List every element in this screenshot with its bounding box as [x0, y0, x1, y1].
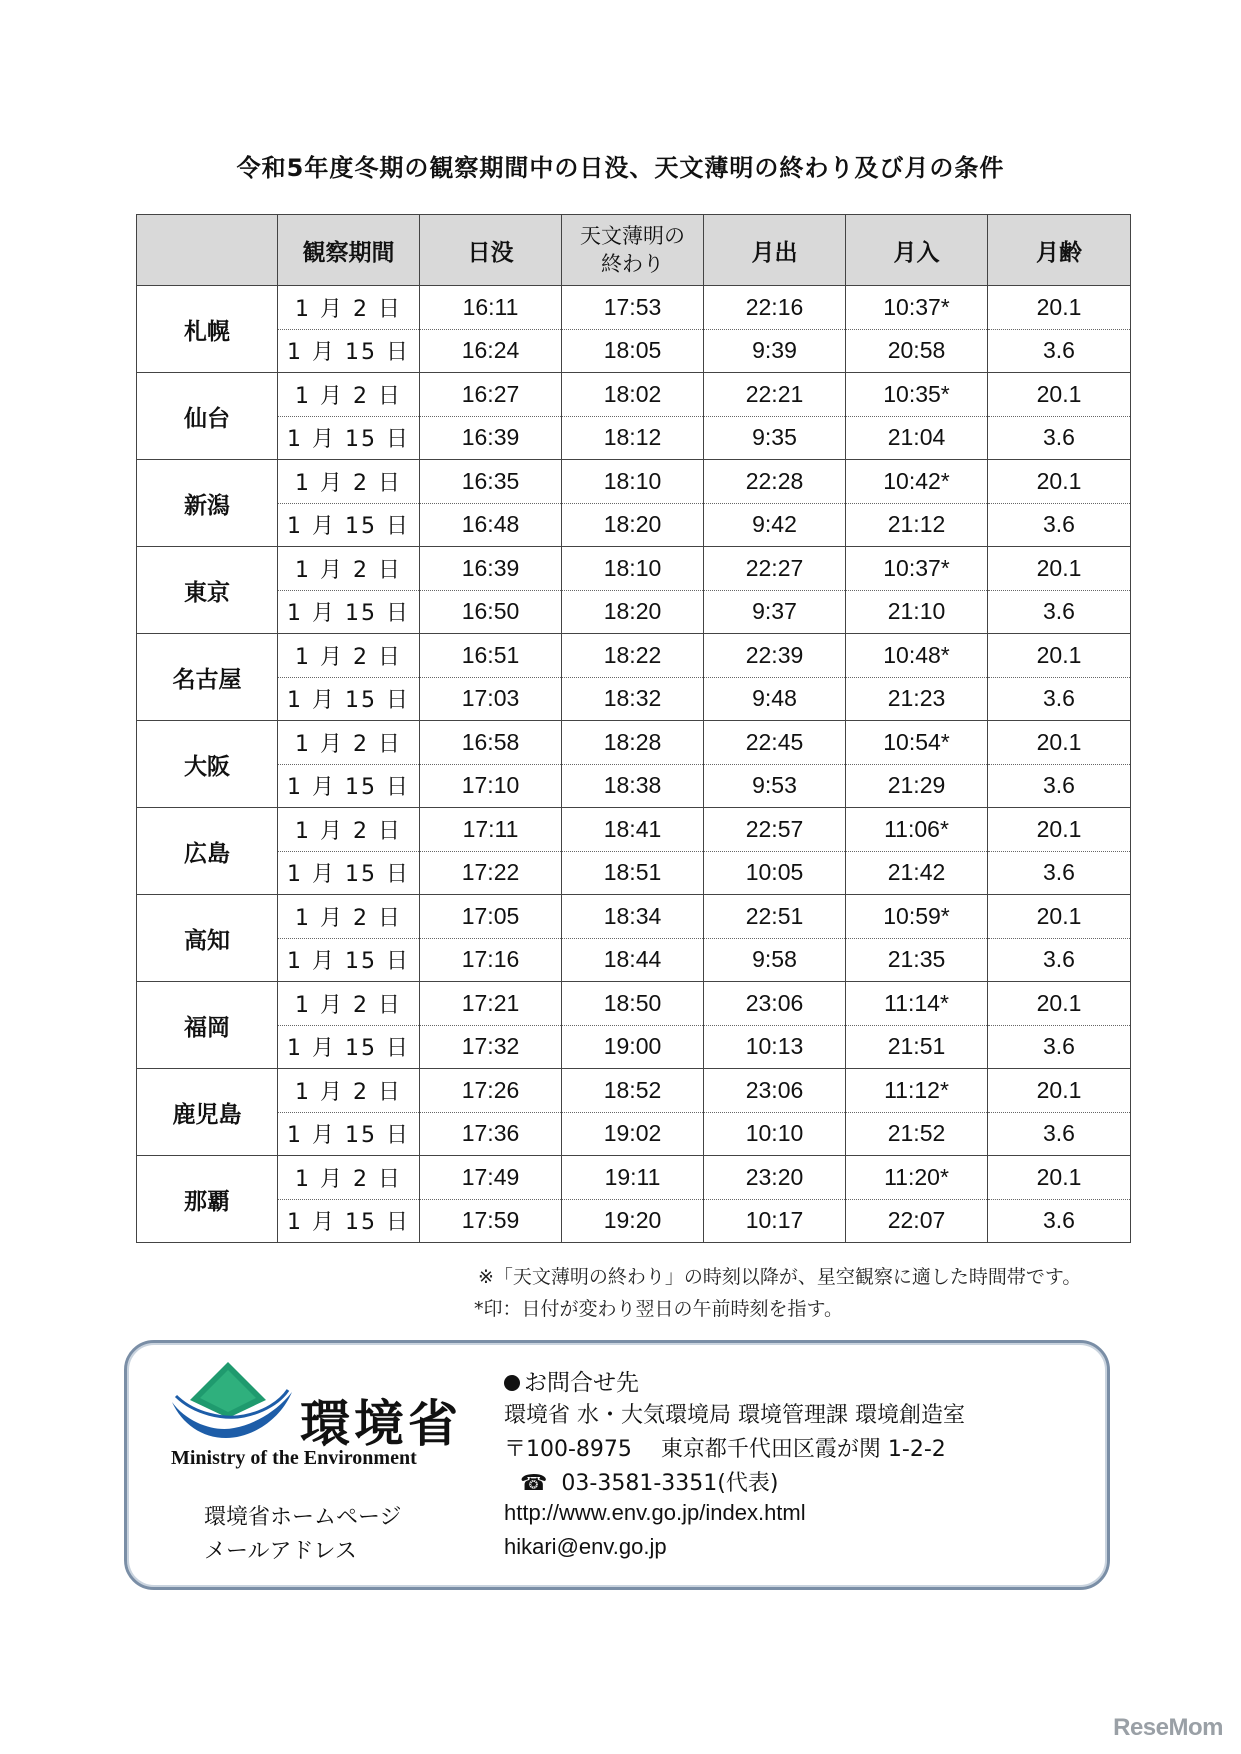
period-cell: 1 月 15 日 — [278, 938, 420, 982]
value-cell: 16:48 — [420, 503, 562, 547]
period-cell: 1 月 15 日 — [278, 851, 420, 895]
table-row — [137, 677, 1131, 721]
value-cell: 18:44 — [562, 938, 704, 982]
value-cell: 16:58 — [420, 721, 562, 765]
value-cell: 3.6 — [988, 503, 1131, 547]
value-cell: 17:10 — [420, 764, 562, 808]
value-cell: 17:22 — [420, 851, 562, 895]
city-name: 仙台 — [137, 373, 278, 460]
value-cell: 20.1 — [988, 808, 1131, 852]
period-cell: 1 月 2 日 — [278, 1069, 420, 1113]
value-cell: 3.6 — [988, 590, 1131, 634]
value-cell: 17:53 — [562, 286, 704, 330]
value-cell: 3.6 — [988, 938, 1131, 982]
value-cell: 21:35 — [846, 938, 988, 982]
value-cell: 21:04 — [846, 416, 988, 460]
value-cell: 23:06 — [704, 982, 846, 1026]
period-cell: 1 月 2 日 — [278, 547, 420, 591]
value-cell: 18:34 — [562, 895, 704, 939]
value-cell: 19:20 — [562, 1199, 704, 1243]
value-cell: 20.1 — [988, 895, 1131, 939]
period-cell: 1 月 2 日 — [278, 721, 420, 765]
contact-heading-text: お問合せ先 — [524, 1370, 639, 1396]
contact-phone — [520, 1466, 778, 1497]
value-cell: 18:12 — [562, 416, 704, 460]
table-row — [137, 590, 1131, 634]
period-cell: 1 月 2 日 — [278, 373, 420, 417]
value-cell: 10:37* — [846, 547, 988, 591]
value-cell: 10:05 — [704, 851, 846, 895]
value-cell: 18:52 — [562, 1069, 704, 1113]
value-cell: 11:20* — [846, 1156, 988, 1200]
column-header-6: 月齢 — [988, 215, 1131, 286]
value-cell: 10:42* — [846, 460, 988, 504]
table-row — [137, 1199, 1131, 1243]
homepage-link[interactable]: http://www.env.go.jp/index.html — [504, 1500, 806, 1525]
column-header-0 — [137, 215, 278, 286]
value-cell: 16:39 — [420, 416, 562, 460]
value-cell: 10:54* — [846, 721, 988, 765]
value-cell: 9:58 — [704, 938, 846, 982]
value-cell: 20.1 — [988, 1069, 1131, 1113]
value-cell: 19:11 — [562, 1156, 704, 1200]
note-twilight: ※「天文薄明の終わり」の時刻以降が、星空観察に適した時間帯です。 — [478, 1266, 1082, 1288]
value-cell: 3.6 — [988, 764, 1131, 808]
city-name: 鹿児島 — [137, 1069, 278, 1156]
city-name: 那覇 — [137, 1156, 278, 1243]
value-cell: 17:26 — [420, 1069, 562, 1113]
value-cell: 10:59* — [846, 895, 988, 939]
value-cell: 20.1 — [988, 1156, 1131, 1200]
period-cell: 1 月 15 日 — [278, 1112, 420, 1156]
table-row — [137, 503, 1131, 547]
value-cell: 17:03 — [420, 677, 562, 721]
table-row — [137, 764, 1131, 808]
value-cell: 17:21 — [420, 982, 562, 1026]
watermark-logo: ReseMom — [1113, 1714, 1223, 1741]
value-cell: 19:00 — [562, 1025, 704, 1069]
value-cell: 20.1 — [988, 634, 1131, 678]
value-cell: 21:23 — [846, 677, 988, 721]
homepage-label: 環境省ホームページ — [204, 1505, 402, 1530]
value-cell: 17:49 — [420, 1156, 562, 1200]
value-cell: 22:16 — [704, 286, 846, 330]
value-cell: 16:51 — [420, 634, 562, 678]
value-cell: 22:39 — [704, 634, 846, 678]
period-cell: 1 月 15 日 — [278, 764, 420, 808]
value-cell: 18:38 — [562, 764, 704, 808]
value-cell: 22:45 — [704, 721, 846, 765]
value-cell: 20.1 — [988, 460, 1131, 504]
ministry-logo-kanji: 環境省 — [300, 1395, 462, 1453]
value-cell: 16:24 — [420, 329, 562, 373]
table-row — [137, 373, 1131, 417]
mail-link[interactable]: hikari@env.go.jp — [504, 1534, 667, 1559]
value-cell: 18:28 — [562, 721, 704, 765]
value-cell: 22:07 — [846, 1199, 988, 1243]
value-cell: 18:41 — [562, 808, 704, 852]
value-cell: 10:17 — [704, 1199, 846, 1243]
ministry-logo-english: Ministry of the Environment — [171, 1447, 417, 1469]
table-row — [137, 938, 1131, 982]
period-cell: 1 月 15 日 — [278, 677, 420, 721]
city-name: 大阪 — [137, 721, 278, 808]
table-row — [137, 416, 1131, 460]
value-cell: 10:13 — [704, 1025, 846, 1069]
schedule-table — [136, 214, 1131, 1243]
value-cell: 18:05 — [562, 329, 704, 373]
value-cell: 16:39 — [420, 547, 562, 591]
value-cell: 20.1 — [988, 982, 1131, 1026]
value-cell: 21:12 — [846, 503, 988, 547]
contact-address: 〒100-8975 東京都千代田区霞が関 1-2-2 — [504, 1437, 946, 1462]
value-cell: 3.6 — [988, 851, 1131, 895]
period-cell: 1 月 2 日 — [278, 286, 420, 330]
period-cell: 1 月 15 日 — [278, 416, 420, 460]
table-row — [137, 721, 1131, 765]
value-cell: 3.6 — [988, 329, 1131, 373]
column-header-1: 観察期間 — [278, 215, 420, 286]
value-cell: 18:22 — [562, 634, 704, 678]
value-cell: 21:42 — [846, 851, 988, 895]
value-cell: 9:53 — [704, 764, 846, 808]
bullet-icon — [504, 1375, 520, 1391]
period-cell: 1 月 15 日 — [278, 1025, 420, 1069]
city-name: 高知 — [137, 895, 278, 982]
table-row — [137, 808, 1131, 852]
value-cell: 11:12* — [846, 1069, 988, 1113]
table-row — [137, 634, 1131, 678]
contact-department: 環境省 水・大気環境局 環境管理課 環境創造室 — [504, 1403, 965, 1428]
period-cell: 1 月 15 日 — [278, 590, 420, 634]
value-cell: 17:36 — [420, 1112, 562, 1156]
column-header-3: 天文薄明の 終わり — [562, 215, 704, 286]
value-cell: 9:48 — [704, 677, 846, 721]
value-cell: 3.6 — [988, 1112, 1131, 1156]
period-cell: 1 月 2 日 — [278, 634, 420, 678]
value-cell: 16:50 — [420, 590, 562, 634]
value-cell: 18:10 — [562, 460, 704, 504]
value-cell: 22:21 — [704, 373, 846, 417]
value-cell: 10:35* — [846, 373, 988, 417]
value-cell: 3.6 — [988, 1025, 1131, 1069]
table-row — [137, 547, 1131, 591]
value-cell: 3.6 — [988, 1199, 1131, 1243]
table-row — [137, 460, 1131, 504]
value-cell: 9:42 — [704, 503, 846, 547]
value-cell: 17:11 — [420, 808, 562, 852]
value-cell: 18:10 — [562, 547, 704, 591]
value-cell: 21:51 — [846, 1025, 988, 1069]
value-cell: 9:35 — [704, 416, 846, 460]
city-name: 東京 — [137, 547, 278, 634]
table-row — [137, 329, 1131, 373]
value-cell: 20.1 — [988, 373, 1131, 417]
value-cell: 20.1 — [988, 721, 1131, 765]
value-cell: 20.1 — [988, 286, 1131, 330]
value-cell: 10:10 — [704, 1112, 846, 1156]
contact-phone-number: 03-3581-3351(代表) — [561, 1471, 779, 1496]
period-cell: 1 月 2 日 — [278, 982, 420, 1026]
value-cell: 9:39 — [704, 329, 846, 373]
period-cell: 1 月 2 日 — [278, 808, 420, 852]
city-name: 名古屋 — [137, 634, 278, 721]
value-cell: 17:05 — [420, 895, 562, 939]
value-cell: 17:32 — [420, 1025, 562, 1069]
value-cell: 22:28 — [704, 460, 846, 504]
value-cell: 11:14* — [846, 982, 988, 1026]
value-cell: 21:10 — [846, 590, 988, 634]
column-header-4: 月出 — [704, 215, 846, 286]
city-name: 新潟 — [137, 460, 278, 547]
ministry-logo-icon — [168, 1362, 298, 1448]
period-cell: 1 月 15 日 — [278, 1199, 420, 1243]
value-cell: 16:11 — [420, 286, 562, 330]
period-cell: 1 月 15 日 — [278, 329, 420, 373]
value-cell: 18:20 — [562, 503, 704, 547]
city-name: 広島 — [137, 808, 278, 895]
table-row — [137, 1025, 1131, 1069]
value-cell: 23:06 — [704, 1069, 846, 1113]
period-cell: 1 月 2 日 — [278, 1156, 420, 1200]
value-cell: 17:59 — [420, 1199, 562, 1243]
value-cell: 3.6 — [988, 416, 1131, 460]
note-asterisk: *印：日付が変わり翌日の午前時刻を指す。 — [474, 1298, 843, 1320]
table-body — [137, 286, 1131, 1243]
column-header-2: 日没 — [420, 215, 562, 286]
value-cell: 3.6 — [988, 677, 1131, 721]
value-cell: 18:20 — [562, 590, 704, 634]
table-row — [137, 982, 1131, 1026]
document-title: 令和5年度冬期の観察期間中の日没、天文薄明の終わり及び月の条件 — [236, 154, 1005, 182]
period-cell: 1 月 2 日 — [278, 460, 420, 504]
value-cell: 16:27 — [420, 373, 562, 417]
value-cell: 18:50 — [562, 982, 704, 1026]
value-cell: 20:58 — [846, 329, 988, 373]
telephone-icon: ☎ — [520, 1471, 548, 1496]
value-cell: 21:29 — [846, 764, 988, 808]
value-cell: 22:57 — [704, 808, 846, 852]
period-cell: 1 月 2 日 — [278, 895, 420, 939]
table-row — [137, 1156, 1131, 1200]
value-cell: 10:37* — [846, 286, 988, 330]
city-name: 福岡 — [137, 982, 278, 1069]
period-cell: 1 月 15 日 — [278, 503, 420, 547]
table-row — [137, 1069, 1131, 1113]
contact-heading — [504, 1364, 639, 1397]
value-cell: 17:16 — [420, 938, 562, 982]
column-header-5: 月入 — [846, 215, 988, 286]
value-cell: 18:51 — [562, 851, 704, 895]
mail-label: メールアドレス — [204, 1539, 357, 1564]
value-cell: 9:37 — [704, 590, 846, 634]
value-cell: 22:51 — [704, 895, 846, 939]
value-cell: 16:35 — [420, 460, 562, 504]
table-row — [137, 851, 1131, 895]
table-row — [137, 1112, 1131, 1156]
value-cell: 21:52 — [846, 1112, 988, 1156]
value-cell: 20.1 — [988, 547, 1131, 591]
value-cell: 18:02 — [562, 373, 704, 417]
table-row — [137, 895, 1131, 939]
value-cell: 22:27 — [704, 547, 846, 591]
value-cell: 23:20 — [704, 1156, 846, 1200]
value-cell: 11:06* — [846, 808, 988, 852]
value-cell: 19:02 — [562, 1112, 704, 1156]
table-row — [137, 286, 1131, 330]
value-cell: 18:32 — [562, 677, 704, 721]
table-header-row — [137, 215, 1131, 286]
city-name: 札幌 — [137, 286, 278, 373]
value-cell: 10:48* — [846, 634, 988, 678]
